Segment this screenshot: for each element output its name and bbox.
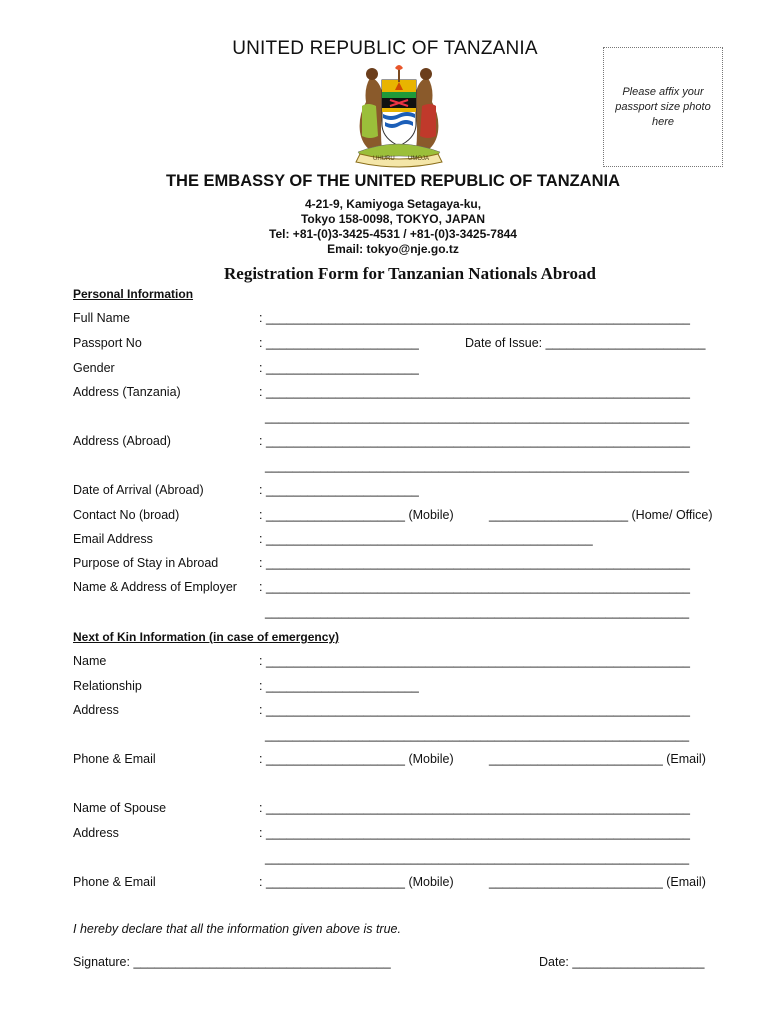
telephone-line: Tel: +81-(0)3-3425-4531 / +81-(0)3-3425-7844 [269,227,517,241]
full-name-label: Full Name [73,311,130,325]
passport-photo-box [603,47,723,167]
email-address-label: Email Address [73,532,153,546]
kin-address-field-line-2[interactable]: _____________________________________________________________ [265,728,690,742]
declaration-text: I hereby declare that all the information given above is true. [73,922,401,936]
email-line: Email: tokyo@nje.go.tz [327,242,459,256]
employer-field[interactable]: : _____________________________________________________________ [259,580,691,594]
purpose-of-stay-field[interactable]: : _____________________________________________________________ [259,556,691,570]
date-field[interactable]: Date: ___________________ [539,955,705,969]
motto-left: UHURU [373,156,395,162]
employer-field-line-2[interactable]: _____________________________________________________________ [265,605,690,619]
contact-mobile-field[interactable]: : ____________________ (Mobile) [259,508,454,522]
address-abroad-label: Address (Abroad) [73,434,171,448]
spouse-address-label: Address [73,826,119,840]
email-address-field[interactable]: : _______________________________________________ [259,532,593,546]
arrival-date-field[interactable]: : ______________________ [259,483,419,497]
kin-relationship-label: Relationship [73,679,142,693]
purpose-of-stay-label: Purpose of Stay in Abroad [73,556,219,570]
passport-label: Passport No [73,336,142,350]
contact-label: Contact No (broad) [73,508,180,522]
kin-address-field[interactable]: : _____________________________________________________________ [259,703,691,717]
spouse-address-field[interactable]: : _____________________________________________________________ [259,826,691,840]
spouse-address-field-line-2[interactable]: _____________________________________________________________ [265,851,690,865]
personal-info-heading: Personal Information [73,287,194,301]
address-tanzania-field[interactable]: : _____________________________________________________________ [259,385,691,399]
address-tanzania-label: Address (Tanzania) [73,385,181,399]
next-of-kin-heading: Next of Kin Information (in case of emergency) [73,630,340,644]
employer-label: Name & Address of Employer [73,580,237,594]
photo-box-text: Please affix your passport size photo here [615,85,711,128]
kin-name-field[interactable]: : _____________________________________________________________ [259,654,691,668]
spouse-name-field[interactable]: : _____________________________________________________________ [259,801,691,815]
embassy-title: THE EMBASSY OF THE UNITED REPUBLIC OF TANZANIA [165,172,621,190]
address-abroad-field[interactable]: : _____________________________________________________________ [259,434,691,448]
spouse-name-label: Name of Spouse [73,801,167,815]
contact-home-office-field[interactable]: ____________________ (Home/ Office) [489,508,713,522]
spouse-mobile-field[interactable]: : ____________________ (Mobile) [259,875,454,889]
gender-field[interactable]: : ______________________ [259,361,419,375]
kin-relationship-field[interactable]: : ______________________ [259,679,419,693]
address-line-1: 4-21-9, Kamiyoga Setagaya-ku, [304,197,482,211]
kin-address-label: Address [73,703,119,717]
signature-field[interactable]: Signature: _____________________________________ [73,955,391,969]
arrival-date-label: Date of Arrival (Abroad) [73,483,204,497]
tanzania-coat-of-arms-icon [340,60,458,168]
kin-phone-email-label: Phone & Email [73,752,156,766]
kin-email-field[interactable]: _________________________ (Email) [489,752,706,766]
passport-field[interactable]: : ______________________ [259,336,419,350]
address-abroad-field-line-2[interactable]: _____________________________________________________________ [265,459,690,473]
kin-name-label: Name [73,654,107,668]
spouse-phone-email-label: Phone & Email [73,875,156,889]
address-line-2: Tokyo 158-0098, TOKYO, JAPAN [300,212,486,226]
address-tanzania-field-line-2[interactable]: _____________________________________________________________ [265,410,690,424]
spouse-email-field[interactable]: _________________________ (Email) [489,875,706,889]
full-name-field[interactable]: : _____________________________________________________________ [259,311,691,325]
date-of-issue-field[interactable]: Date of Issue: _______________________ [465,336,706,350]
gender-label: Gender [73,361,115,375]
motto-right: UMOJA [408,156,429,162]
kin-mobile-field[interactable]: : ____________________ (Mobile) [259,752,454,766]
form-title: Registration Form for Tanzanian Nationals Abroad [224,264,596,283]
country-title: UNITED REPUBLIC OF TANZANIA [232,38,538,59]
